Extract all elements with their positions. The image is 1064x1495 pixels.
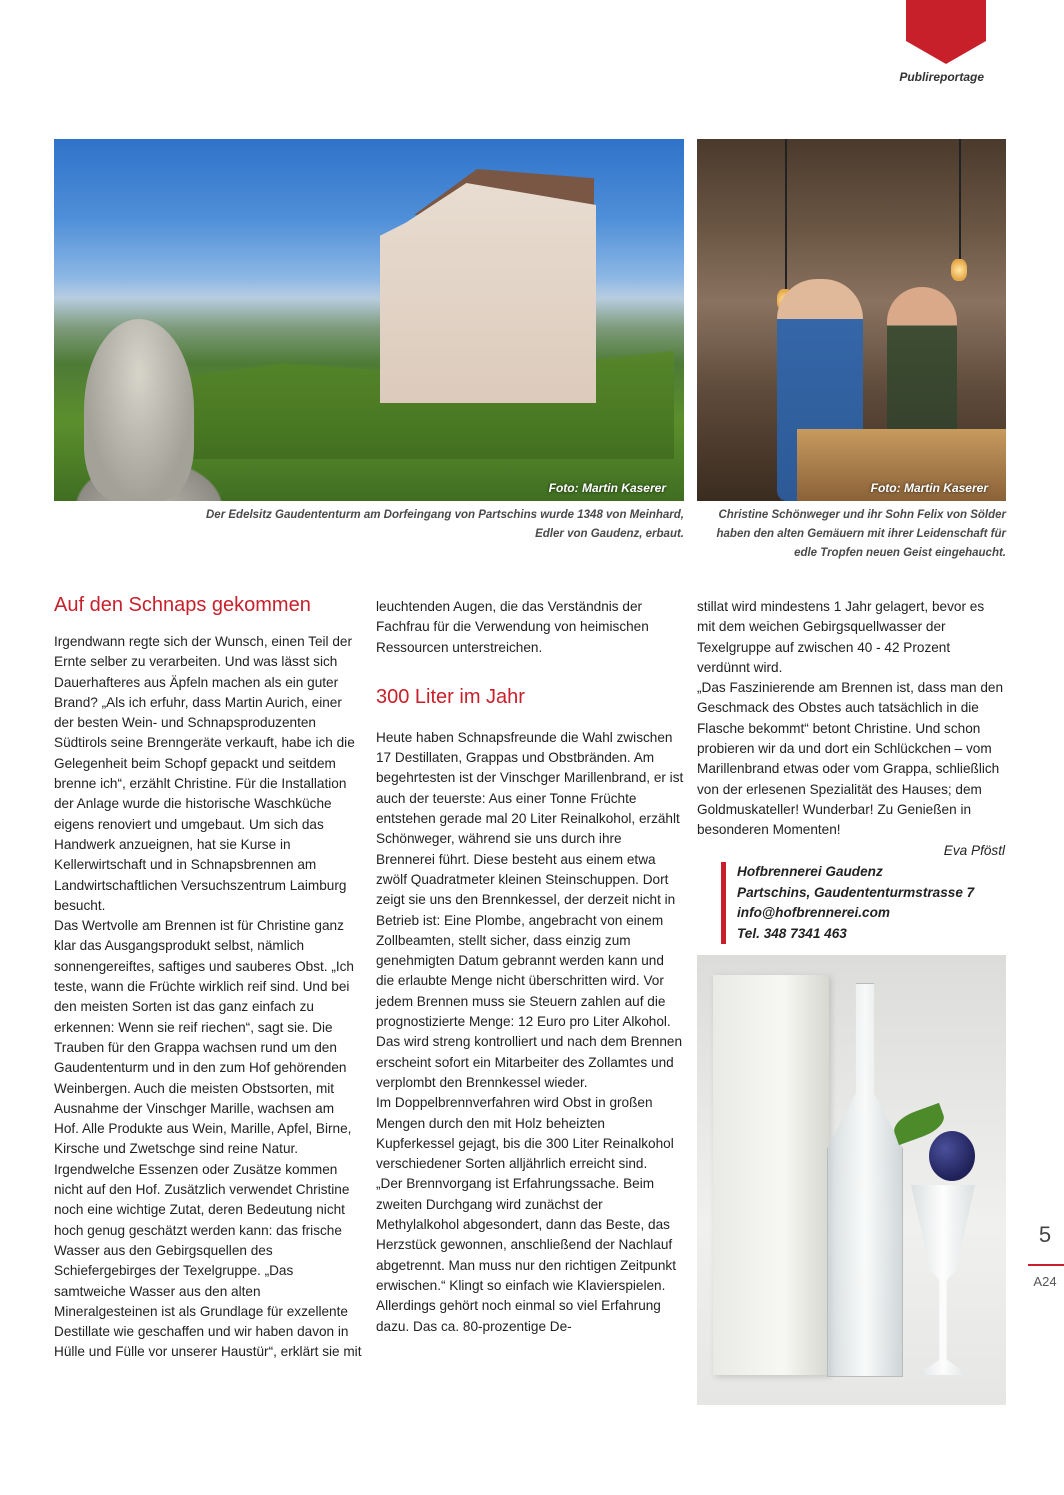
article-paragraph: Im Doppelbrennverfahren wird Obst in großen Mengen durch den mit Holz beheizten Kupferkessel gejagt, bis die 300 Liter Reinalkohol verschiedener Sorten alljährlich erreicht sind.	[376, 1095, 674, 1172]
page-number-rule	[1028, 1264, 1064, 1266]
product-photo	[697, 955, 1006, 1405]
tasting-glass	[911, 1185, 975, 1375]
article-paragraph: Irgendwann regte sich der Wunsch, einen Teil der Ernte selber zu verarbeiten. Und was lässt sich Dauerhafteres aus Äpfeln machen als ein guter Brand? „Als ich erfuhr, dass Martin Aurich, einer der besten Wein- und Schnapsproduzenten Südtirols seine Brenngeräte verkauft, habe ich die Gelegenheit beim Schopf gepackt und seitdem brenne ich“, erzählt Christine. Für die Installation der Anlage wurde die historische Waschküche eigens renoviert und umgebaut. Um sich das Handwerk anzueignen, hat sie Kurse in Kellerwirtschaft und in Schnapsbrennen am Landwirtschaftlichen Versuchszentrum Laimburg besucht.	[54, 634, 355, 913]
article-column-2	[376, 597, 684, 1337]
page-number: 5	[1038, 1222, 1052, 1247]
schnaps-bottle	[827, 983, 903, 1377]
article-paragraph: „Das Faszinierende am Brennen ist, dass man den Geschmack des Obstes auch tatsächlich in die Flasche bekommt“ betont Christine. Und schon probieren wir da und dort ein Schlückchen – vom Marillenbrand etwas oder vom Grappa, schließlich von der erlesenen Spezialität des Hauses; dem Goldmuskateller! Wunderbar! Zu Genießen in besonderen Momenten!	[697, 680, 1004, 838]
plum-fruit	[929, 1131, 975, 1181]
castle-building	[380, 183, 596, 403]
photo-credit: Foto: Martin Kaserer	[548, 481, 666, 495]
castle-garden-photo	[54, 139, 684, 501]
article-column-3	[697, 597, 1005, 861]
lamp-cord	[785, 139, 787, 289]
lamp-bulb	[951, 259, 967, 281]
contact-email[interactable]: info@hofbrennerei.com	[737, 905, 890, 920]
article-paragraph: Das Wertvolle am Brennen ist für Christine ganz klar das Ausgangsprodukt selbst, nämlich sonnengereiftes, saftiges und sauberes Obst. „Ich teste, wann die Früchte wirklich reif sind. Und bei den meisten Sorten ist das ganz einfach zu erkennen: Wenn sie reif riechen“, sagt sie. Die Trauben für den Grappa wachsen rund um den Gaudententurm und in den zum Hof gehörenden Weinbergen. Auch die meisten Obstsorten, mit Ausnahme der Vinschger Marille, wachsen am Hof. Alle Produkte aus Wein, Marille, Apfel, Birne, Kirsche und Zwetschge sind reine Natur. Irgendwelche Essenzen oder Zusätze kommen nicht auf den Hof. Zusätzlich verwendet Christine noch eine wichtige Zutat, deren Bedeutung nicht hoch genug geschätzt werden kann: das frische Wasser aus den Gebirgsquellen des Schiefergebirges der Texelgruppe. „Das samtweiche Wasser aus den alten Mineralgesteinen ist als Grundlage für exzellente Destillate wie geschaffen und wir haben davon in Hülle und Fülle vor unserer Haustür“, erklärt sie mit	[54, 918, 362, 1360]
article-heading: Auf den Schnaps gekommen	[54, 594, 311, 616]
lamp-cord	[959, 139, 961, 259]
article-paragraph: Heute haben Schnapsfreunde die Wahl zwischen 17 Destillaten, Grappas und Obstbränden. Am begehrtesten ist der Vinschger Marillenbrand, er ist auch der teuerste: Aus einer Tonne Früchte entstehen gerade mal 20 Liter Reinalkohol, erzählt Schönweger, während sie uns durch ihre Brennerei führt. Diese besteht aus einem etwa zwölf Quadratmeter kleinen Steinschuppen. Dort zeigt sie uns den Brennkessel, der derzeit nicht in Betrieb ist: Eine Plombe, angebracht von einem Zollbeamten, stellt sicher, dass einzig zum genehmigten Datum gebrannt werden kann und die erlaubte Menge nicht überschritten wird. Vor jedem Brennen muss sie Steuern zahlen auf die prognostizierte Menge: 12 Euro pro Liter Alkohol. Das wird streng kontrolliert und nach dem Brennen erscheint sofort ein Mitarbeiter des Zollamtes und verplombt den Brennkessel wieder.	[376, 729, 684, 1090]
garden-statue	[84, 319, 194, 501]
gift-box	[713, 975, 829, 1375]
contact-name: Hofbrennerei Gaudenz	[737, 864, 883, 879]
contact-address: Partschins, Gaudententurmstrasse 7	[737, 884, 975, 900]
article-subheading: 300 Liter im Jahr	[376, 685, 525, 708]
red-tab-marker	[906, 0, 986, 64]
article-column-1	[54, 592, 362, 1363]
article-paragraph: stillat wird mindestens 1 Jahr gelagert, bevor es mit dem weichen Gebirgsquellwasser der Texelgruppe auf zwischen 40 - 42 Prozent verdünnt wird.	[697, 599, 985, 675]
owners-photo	[697, 139, 1006, 501]
contact-box	[721, 862, 1006, 944]
photo-credit: Foto: Martin Kaserer	[870, 481, 988, 495]
contact-phone[interactable]: Tel. 348 7341 463	[737, 925, 847, 941]
article-paragraph: leuchtenden Augen, die das Verständnis der Fachfrau für die Verwendung von heimischen Ressourcen unterstreichen.	[376, 599, 649, 655]
section-label: Publireportage	[899, 70, 984, 84]
photo-caption: Christine Schönweger und ihr Sohn Felix von Sölder haben den alten Gemäuern mit ihrer Leidenschaft für edle Tropfen neuen Geist eingehaucht.	[716, 509, 1006, 559]
article-author: Eva Pföstl	[943, 842, 1005, 858]
photo-caption: Der Edelsitz Gaudententurm am Dorfeingang von Partschins wurde 1348 von Meinhard, Edler von Gaudenz, erbaut.	[206, 509, 684, 540]
page-code: A24	[1033, 1274, 1057, 1289]
article-paragraph: „Der Brennvorgang ist Erfahrungssache. Beim zweiten Durchgang wird zunächst der Methylalkohol abgesondert, dann das Beste, das Herzstück gewonnen, anschließend der Nachlauf abgetrennt. Man muss nur den richtigen Zeitpunkt erwischen.“ Klingt so einfach wie Klavierspielen. Allerdings gehört noch einmal so viel Erfahrung dazu. Das ca. 80-prozentige De-	[376, 1176, 676, 1334]
